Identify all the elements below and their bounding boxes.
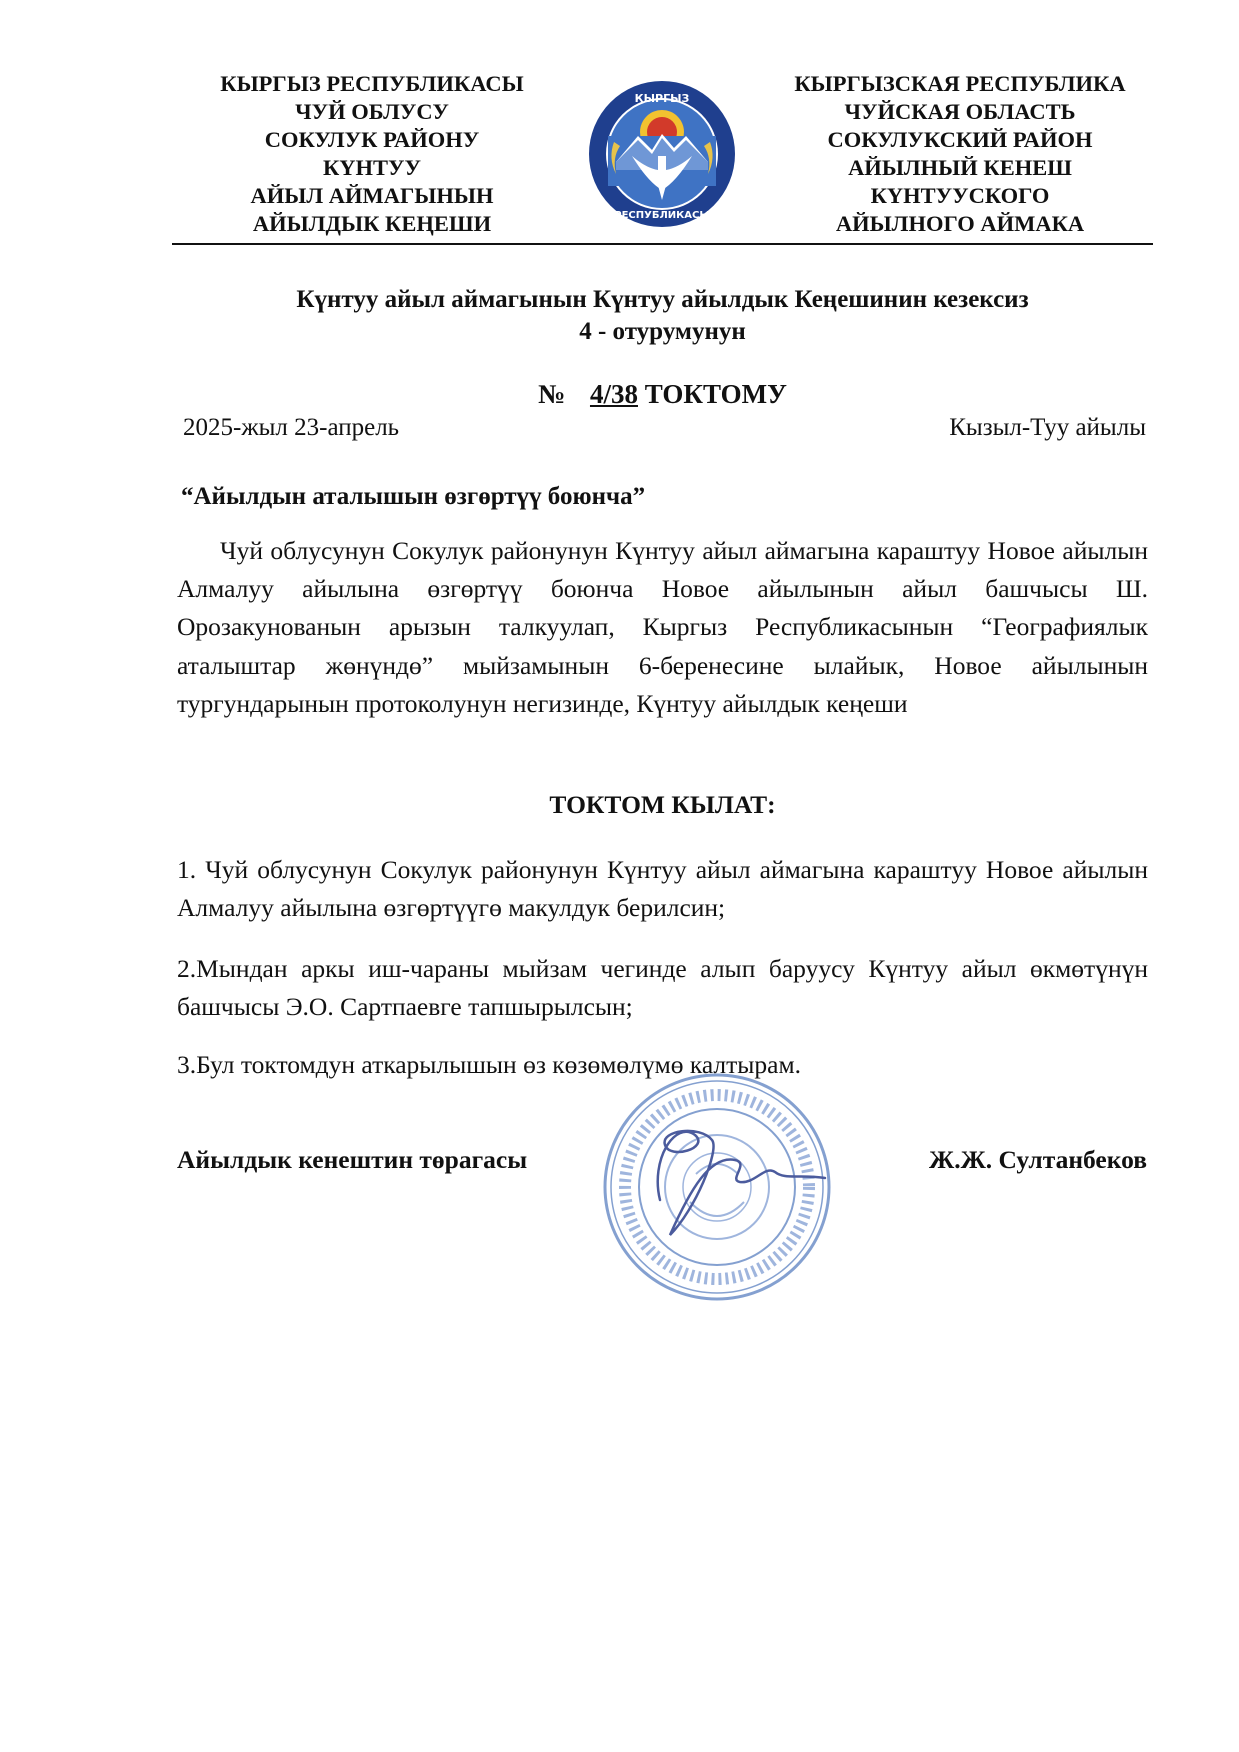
- decree-place: Кызыл-Туу айылы: [949, 414, 1146, 441]
- header-left-line-3: СОКУЛУК РАЙОНУ: [264, 127, 480, 152]
- decree-number-prefix: №: [538, 379, 566, 409]
- decree-subject: “Айылдын аталышын өзгөртүү боюнча”: [181, 483, 646, 510]
- decree-heading: [172, 379, 1153, 410]
- decision-item-3: 3.Бул токтомдун аткарылышын өз көзөмөлүмө калтырам.: [177, 1050, 801, 1079]
- decree-date: 2025-жыл 23-апрель: [183, 414, 400, 441]
- header-right-line-5: КҮНТУУСКОГО: [870, 183, 1050, 208]
- decision-item-2: 2.Мындан аркы иш-чараны мыйзам чегинде алып баруусу Күнтуу айыл өкмөтүнүн башчысы Э.О. Сартпаевге тапшырылсын;: [177, 954, 1148, 1022]
- session-title-line-2: 4 - отурумунун: [579, 318, 746, 345]
- header-right-line-1: КЫРГЫЗСКАЯ РЕСПУБЛИКА: [794, 71, 1126, 96]
- official-stamp: [600, 1070, 835, 1305]
- header-right-line-3: СОКУЛУКСКИЙ РАЙОН: [827, 127, 1093, 152]
- header-left-line-4: КҮНТУУ: [322, 155, 422, 180]
- header-left-line-2: ЧУЙ ОБЛУСУ: [295, 99, 449, 124]
- session-title-line-1: Күнтуу айыл аймагынын Күнтуу айылдык Кеңешинин кезексиз: [296, 286, 1029, 313]
- header-right-line-6: АЙЫЛНОГО АЙМАКА: [835, 211, 1085, 236]
- header-left-line-1: КЫРГЫЗ РЕСПУБЛИКАСЫ: [220, 71, 524, 96]
- header-divider: [172, 243, 1153, 245]
- header-left-line-5: АЙЫЛ АЙМАГЫНЫН: [250, 183, 494, 208]
- header-left-kyrgyz: [172, 70, 572, 238]
- decree-label: ТОКТОМУ: [644, 379, 787, 409]
- signatory-title: Айылдык кенештин төрагасы: [177, 1145, 528, 1174]
- decree-number: 4/38: [589, 379, 638, 409]
- preamble-paragraph: Чуй облусунун Сокулук районунун Күнтуу айыл аймагына караштуу Новое айылын Алмалуу айылына өзгөртүү боюнча Новое айылынын айыл башчысы Ш. Орозакунованын арызын талкуулап, Кыргыз Республикасынын “Географиялык аталыштар жөнүндө” мыйзамынын 6-беренесине ылайык, Новое айылынын тургундарынын протоколунун негизинде, Күнтуу айылдык кеңеши: [177, 536, 1148, 718]
- header-right-line-2: ЧУЙСКАЯ ОБЛАСТЬ: [844, 99, 1076, 124]
- header-right-russian: [760, 70, 1160, 238]
- resolves-heading: ТОКТОМ КЫЛАТ:: [549, 790, 776, 819]
- emblem-bottom-text: РЕСПУБЛИКАСЫ: [614, 210, 710, 221]
- signatory-name: Ж.Ж. Султанбеков: [928, 1145, 1147, 1174]
- emblem-top-text: КЫРГЫЗ: [634, 92, 690, 105]
- decision-item-1: 1. Чуй облусунун Сокулук районунун Күнтуу айыл аймагына караштуу Новое айылын Алмалуу айылына өзгөртүүгө макулдук берилсин;: [177, 855, 1148, 923]
- state-emblem-icon: [586, 78, 738, 230]
- header-right-line-4: АЙЫЛНЫЙ КЕНЕШ: [848, 155, 1072, 180]
- header-left-line-6: АЙЫЛДЫК КЕҢЕШИ: [252, 211, 492, 236]
